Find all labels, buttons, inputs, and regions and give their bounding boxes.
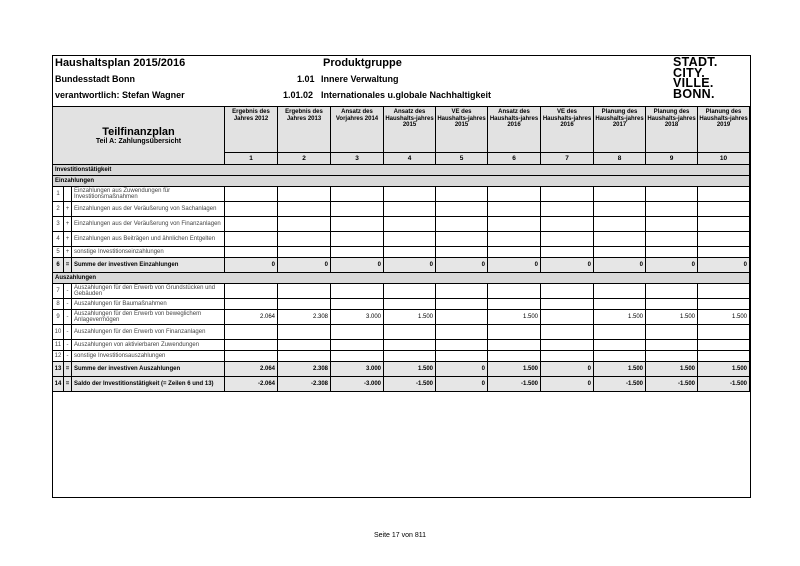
value-cell — [541, 325, 594, 340]
row-label: sonstige Investitionsauszahlungen — [72, 351, 225, 362]
page-number: Seite 17 von 811 — [373, 532, 427, 539]
logo-line: BONN. — [673, 86, 715, 101]
value-cell — [225, 247, 278, 258]
column-header: Planung des Haushalts-jahres 2019 — [698, 107, 750, 153]
value-cell — [384, 351, 436, 362]
value-cell — [225, 299, 278, 310]
row-number: 8 — [53, 299, 64, 310]
value-cell — [488, 284, 541, 299]
value-cell — [594, 284, 646, 299]
table-row — [53, 232, 750, 247]
row-sign: - — [64, 284, 72, 299]
row-number: 13 — [53, 362, 64, 377]
value-cell — [698, 247, 750, 258]
value-cell — [384, 284, 436, 299]
value-cell — [646, 187, 698, 202]
value-cell: 1.500 — [384, 310, 436, 325]
value-cell — [278, 351, 331, 362]
value-cell — [488, 247, 541, 258]
value-cell — [331, 187, 384, 202]
value-cell — [541, 217, 594, 232]
value-cell — [384, 187, 436, 202]
table-row — [53, 202, 750, 217]
row-sign: - — [64, 325, 72, 340]
table-row — [53, 299, 750, 310]
row-label: Auszahlungen für den Erwerb von beweglichem Anlagevermögen — [72, 310, 225, 325]
value-cell: -2.064 — [225, 377, 278, 392]
teilfinanzplan-header — [53, 107, 225, 165]
value-cell: 0 — [225, 258, 278, 273]
value-cell — [594, 217, 646, 232]
value-cell — [698, 187, 750, 202]
productgroup-label: Produktgruppe — [323, 57, 402, 69]
value-cell — [278, 325, 331, 340]
row-sign: = — [64, 258, 72, 273]
column-header: VE des Haushalts-jahres 2015 — [436, 107, 488, 153]
table-row — [53, 217, 750, 232]
row-number: 10 — [53, 325, 64, 340]
value-cell — [436, 232, 488, 247]
value-cell: 0 — [594, 258, 646, 273]
value-cell — [698, 284, 750, 299]
value-cell — [594, 247, 646, 258]
value-cell: 0 — [541, 377, 594, 392]
value-cell — [278, 187, 331, 202]
value-cell — [488, 299, 541, 310]
value-cell: -2.308 — [278, 377, 331, 392]
responsible-person: verantwortlich: Stefan Wagner — [55, 90, 185, 100]
row-number: 1 — [53, 187, 64, 202]
value-cell — [331, 299, 384, 310]
value-cell — [331, 202, 384, 217]
row-number: 6 — [53, 258, 64, 273]
value-cell: -1.500 — [384, 377, 436, 392]
row-sign: + — [64, 247, 72, 258]
value-cell: 0 — [541, 258, 594, 273]
product-code-2: 1.01.02 — [283, 90, 314, 100]
value-cell — [698, 202, 750, 217]
value-cell — [225, 232, 278, 247]
table-row — [53, 247, 750, 258]
column-number: 10 — [698, 153, 750, 165]
value-cell — [646, 351, 698, 362]
value-cell — [488, 217, 541, 232]
column-header: Ansatz des Haushalts-jahres 2015 — [384, 107, 436, 153]
section-row — [53, 165, 750, 176]
value-cell — [698, 351, 750, 362]
value-cell — [436, 247, 488, 258]
value-cell: -3.000 — [331, 377, 384, 392]
section-label: Investitionstätigkeit — [53, 165, 750, 176]
row-sign: + — [64, 232, 72, 247]
row-label: Auszahlungen für den Erwerb von Grundstücken und Gebäuden — [72, 284, 225, 299]
column-header: Ansatz des Vorjahres 2014 — [331, 107, 384, 153]
value-cell: -1.500 — [698, 377, 750, 392]
value-cell — [278, 217, 331, 232]
value-cell: 1.500 — [646, 310, 698, 325]
value-cell: 1.500 — [594, 310, 646, 325]
table-row — [53, 310, 750, 325]
value-cell — [278, 202, 331, 217]
value-cell: 0 — [698, 258, 750, 273]
row-number: 3 — [53, 217, 64, 232]
table-subtitle: Teil A: Zahlungsübersicht — [95, 138, 182, 145]
value-cell — [331, 351, 384, 362]
logo-line: STADT. — [673, 55, 718, 69]
value-cell — [488, 232, 541, 247]
value-cell — [698, 232, 750, 247]
column-header: VE des Haushalts-jahres 2016 — [541, 107, 594, 153]
value-cell: 0 — [436, 258, 488, 273]
value-cell — [698, 340, 750, 351]
value-cell: 0 — [646, 258, 698, 273]
value-cell: 1.500 — [646, 362, 698, 377]
value-cell — [384, 299, 436, 310]
table-row — [53, 187, 750, 202]
value-cell: 2.308 — [278, 310, 331, 325]
column-number: 8 — [594, 153, 646, 165]
value-cell — [541, 351, 594, 362]
value-cell: -1.500 — [488, 377, 541, 392]
finance-table — [52, 106, 750, 392]
value-cell — [646, 284, 698, 299]
value-cell — [646, 247, 698, 258]
row-label: Saldo der Investitionstätigkeit (= Zeilen 6 und 13) — [72, 377, 225, 392]
product-code-1: 1.01 — [297, 74, 315, 84]
column-header: Planung des Haushalts-jahres 2018 — [646, 107, 698, 153]
value-cell — [594, 187, 646, 202]
sum-row — [53, 258, 750, 273]
sum-row — [53, 362, 750, 377]
row-label: Einzahlungen aus der Veräußerung von Sachanlagen — [72, 202, 225, 217]
section-row — [53, 176, 750, 187]
row-label: Einzahlungen aus Beiträgen und ähnlichen Entgelten — [72, 232, 225, 247]
value-cell: 0 — [436, 377, 488, 392]
value-cell — [646, 340, 698, 351]
value-cell — [436, 325, 488, 340]
value-cell — [384, 247, 436, 258]
value-cell — [436, 351, 488, 362]
column-header: Ergebnis des Jahres 2012 — [225, 107, 278, 153]
section-row — [53, 273, 750, 284]
column-number: 4 — [384, 153, 436, 165]
value-cell — [278, 284, 331, 299]
row-label: Einzahlungen aus Zuwendungen für Investitionsmaßnahmen — [72, 187, 225, 202]
row-number: 5 — [53, 247, 64, 258]
bonn-logo — [673, 57, 718, 99]
value-cell: 2.064 — [225, 310, 278, 325]
value-cell: 1.500 — [488, 310, 541, 325]
row-label: Summe der investiven Einzahlungen — [72, 258, 225, 273]
value-cell: 1.500 — [488, 362, 541, 377]
row-label: Einzahlungen aus der Veräußerung von Finanzanlagen — [72, 217, 225, 232]
column-header: Planung des Haushalts-jahres 2017 — [594, 107, 646, 153]
value-cell — [541, 340, 594, 351]
value-cell — [594, 351, 646, 362]
row-sign: - — [64, 340, 72, 351]
value-cell — [278, 340, 331, 351]
value-cell: 3.000 — [331, 310, 384, 325]
value-cell: 0 — [488, 258, 541, 273]
value-cell — [384, 232, 436, 247]
value-cell — [698, 217, 750, 232]
value-cell: 2.064 — [225, 362, 278, 377]
column-number: 6 — [488, 153, 541, 165]
row-sign: - — [64, 351, 72, 362]
row-label: sonstige Investitionseinzahlungen — [72, 247, 225, 258]
row-label: Auszahlungen von aktivierbaren Zuwendungen — [72, 340, 225, 351]
value-cell — [594, 325, 646, 340]
value-cell — [541, 232, 594, 247]
column-number: 7 — [541, 153, 594, 165]
logo-line: VILLE. — [673, 76, 714, 90]
value-cell — [225, 284, 278, 299]
value-cell — [436, 187, 488, 202]
product-name-2: Internationales u.globale Nachhaltigkeit — [321, 90, 492, 100]
column-header-row — [53, 107, 750, 153]
value-cell: 1.500 — [384, 362, 436, 377]
value-cell — [225, 187, 278, 202]
row-sign: - — [64, 310, 72, 325]
row-number: 14 — [53, 377, 64, 392]
row-sign — [64, 187, 72, 202]
value-cell — [225, 351, 278, 362]
table-row — [53, 340, 750, 351]
value-cell — [331, 284, 384, 299]
value-cell: 1.500 — [594, 362, 646, 377]
value-cell: 0 — [331, 258, 384, 273]
value-cell: 0 — [541, 362, 594, 377]
value-cell — [646, 202, 698, 217]
value-cell — [225, 202, 278, 217]
value-cell — [384, 325, 436, 340]
row-sign: + — [64, 202, 72, 217]
organization: Bundesstadt Bonn — [55, 74, 135, 84]
row-number: 12 — [53, 351, 64, 362]
value-cell — [225, 217, 278, 232]
value-cell — [436, 340, 488, 351]
column-header: Ansatz des Haushalts-jahres 2016 — [488, 107, 541, 153]
value-cell — [331, 247, 384, 258]
value-cell — [646, 217, 698, 232]
value-cell — [225, 340, 278, 351]
value-cell — [436, 217, 488, 232]
row-label: Auszahlungen für Baumaßnahmen — [72, 299, 225, 310]
value-cell — [331, 232, 384, 247]
sum-row — [53, 377, 750, 392]
value-cell: 0 — [278, 258, 331, 273]
value-cell — [646, 232, 698, 247]
value-cell — [541, 299, 594, 310]
product-name-1: Innere Verwaltung — [321, 74, 399, 84]
value-cell — [541, 202, 594, 217]
table-title: Teilfinanzplan — [102, 126, 175, 138]
row-number: 11 — [53, 340, 64, 351]
value-cell — [488, 325, 541, 340]
value-cell — [646, 299, 698, 310]
column-number: 3 — [331, 153, 384, 165]
value-cell — [541, 247, 594, 258]
value-cell — [488, 202, 541, 217]
row-number: 7 — [53, 284, 64, 299]
value-cell: -1.500 — [594, 377, 646, 392]
column-number: 9 — [646, 153, 698, 165]
value-cell: 0 — [436, 362, 488, 377]
value-cell: -1.500 — [646, 377, 698, 392]
section-label: Einzahlungen — [53, 176, 750, 187]
value-cell — [331, 325, 384, 340]
value-cell — [436, 299, 488, 310]
column-number: 5 — [436, 153, 488, 165]
value-cell — [594, 299, 646, 310]
value-cell — [384, 217, 436, 232]
value-cell: 1.500 — [698, 310, 750, 325]
value-cell — [278, 299, 331, 310]
row-sign: + — [64, 217, 72, 232]
value-cell — [646, 325, 698, 340]
value-cell — [278, 247, 331, 258]
table-row — [53, 325, 750, 340]
value-cell — [541, 310, 594, 325]
column-number: 1 — [225, 153, 278, 165]
logo-line: CITY. — [673, 65, 706, 80]
value-cell — [488, 187, 541, 202]
value-cell — [488, 351, 541, 362]
value-cell — [436, 202, 488, 217]
value-cell — [541, 284, 594, 299]
value-cell — [331, 340, 384, 351]
value-cell: 3.000 — [331, 362, 384, 377]
row-sign: - — [64, 299, 72, 310]
value-cell — [488, 340, 541, 351]
row-number: 4 — [53, 232, 64, 247]
plan-title: Haushaltsplan 2015/2016 — [55, 57, 186, 69]
value-cell — [436, 310, 488, 325]
value-cell — [698, 325, 750, 340]
value-cell — [594, 202, 646, 217]
value-cell: 2.308 — [278, 362, 331, 377]
value-cell — [331, 217, 384, 232]
row-sign: = — [64, 362, 72, 377]
value-cell — [594, 340, 646, 351]
row-label: Auszahlungen für den Erwerb von Finanzanlagen — [72, 325, 225, 340]
column-number: 2 — [278, 153, 331, 165]
row-number: 2 — [53, 202, 64, 217]
row-label: Summe der investiven Auszahlungen — [72, 362, 225, 377]
section-label: Auszahlungen — [53, 273, 750, 284]
table-row — [53, 284, 750, 299]
column-header: Ergebnis des Jahres 2013 — [278, 107, 331, 153]
value-cell — [436, 284, 488, 299]
value-cell — [541, 187, 594, 202]
value-cell — [384, 340, 436, 351]
row-sign: = — [64, 377, 72, 392]
row-number: 9 — [53, 310, 64, 325]
value-cell: 0 — [384, 258, 436, 273]
table-row — [53, 351, 750, 362]
value-cell — [698, 299, 750, 310]
value-cell — [278, 232, 331, 247]
value-cell — [594, 232, 646, 247]
value-cell — [384, 202, 436, 217]
value-cell — [225, 325, 278, 340]
value-cell: 1.500 — [698, 362, 750, 377]
